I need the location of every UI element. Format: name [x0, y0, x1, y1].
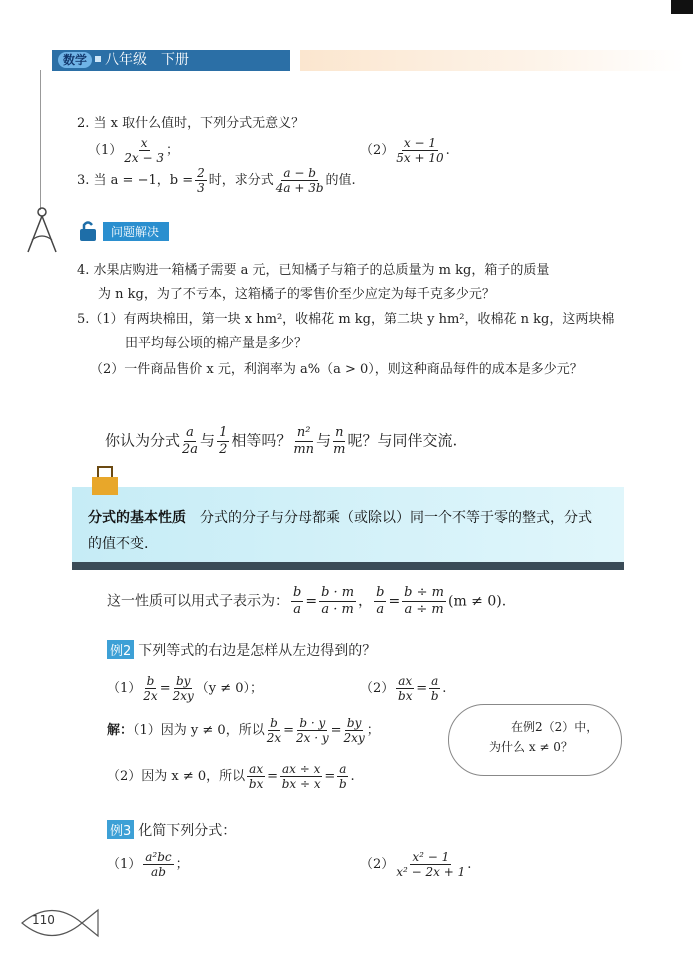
fraction: $\frac{a}{b}$ — [430, 674, 439, 703]
page-number: 110 — [32, 913, 55, 927]
formula-line: 这一性质可以用式子表示为： $\frac{b}{a}$ = $\frac{b \cdot m}{a \cdot m}$ ， $\frac{b}{a}$ = $\frac{b \div m}{a \div m}$ (m ≠ 0). — [107, 585, 507, 617]
fraction: $\frac{b}{2x}$ — [266, 716, 282, 745]
fraction: $\frac{\text{a²bc}}{ab}$ — [145, 850, 172, 879]
fraction: $\frac{a - b}{4a + 3b}$ — [275, 166, 324, 195]
fraction: $\frac{\text{x² − 1}}{\text{x² − 2x + 1}}$ — [396, 850, 466, 879]
q4-line1: 4. 水果店购进一箱橘子需要 a 元，已知橘子与箱子的总质量为 m kg，箱子的质量 — [77, 263, 550, 278]
q4-line2: 为 n kg，为了不亏本，这箱橘子的零售价至少应定为每千克多少元？ — [98, 287, 495, 302]
binder-clip-icon — [88, 463, 122, 497]
fraction: $\frac{by}{2xy}$ — [172, 674, 194, 703]
example2-part2: （2） $\frac{ax}{bx}$ = $\frac{a}{b}$ . — [360, 674, 447, 703]
fraction: $\frac{a}{b}$ — [339, 762, 347, 791]
fraction: $\frac{b}{a}$ — [293, 585, 302, 617]
property-body: 分式的分子与分母都乘（或除以）同一个不等于零的整式，分式的值不变. — [88, 510, 592, 552]
solution2: （2）因为 x ≠ 0，所以 $\frac{ax}{bx}$ = $\frac{ax \div x}{bx \div x}$ = $\frac{a}{b}$ . — [107, 762, 355, 791]
problem-section-heading — [77, 220, 197, 240]
example2-heading: 例2 下列等式的右边是怎样从左边得到的？ — [107, 640, 376, 660]
fraction: $\frac{ax}{bx}$ — [248, 762, 264, 791]
fraction: $\frac{\text{n²}}{mn}$ — [293, 425, 315, 457]
fraction: $\frac{b}{a}$ — [376, 585, 385, 617]
q2-part2: （2） $\frac{x - 1}{5x + 10}$ . — [360, 136, 450, 165]
problem-section-label: 问题解决 — [103, 222, 169, 241]
header-title: 八年级 下册 — [105, 52, 190, 68]
example3-heading: 例3 化简下列分式： — [107, 820, 236, 840]
margin-line — [40, 70, 41, 210]
q5-line3: （2）一件商品售价 x 元，利润率为 a%（a > 0），则这种商品每件的成本是多少元？ — [90, 362, 583, 377]
q2-text: 2. 当 x 取什么值时，下列分式无意义？ — [77, 116, 305, 131]
property-text — [88, 505, 604, 557]
fraction: $\frac{n}{m}$ — [333, 425, 346, 457]
example2-tag: 例2 — [107, 640, 134, 659]
fraction: $\frac{by}{2xy}$ — [343, 716, 365, 745]
example3-part2: （2） $\frac{\text{x² − 1}}{\text{x² − 2x + 1}}$ . — [360, 850, 472, 879]
q2-part1: （1） $\frac{x}{2x - 3}$ ； — [88, 136, 180, 165]
example3-tag: 例3 — [107, 820, 134, 839]
example3-part1: （1） $\frac{\text{a²bc}}{ab}$ ； — [107, 850, 189, 879]
header-square-icon — [95, 56, 101, 62]
cloud-line-1: 在例2（2）中， — [511, 720, 599, 734]
compass-icon — [20, 206, 64, 256]
fraction: $\frac{2}{3}$ — [197, 166, 205, 195]
q5-line1: 5.（1）有两块棉田，第一块 x hm²，收棉花 m kg，第二块 y hm²，收棉花 n kg，这两块棉 — [77, 312, 615, 327]
fraction: $\frac{b}{2x}$ — [143, 674, 158, 703]
fraction: $\frac{b \cdot m}{a \cdot m}$ — [321, 585, 355, 617]
subject-badge: 数学 — [58, 52, 92, 68]
q3: 3. 当 a = −1，b = $\frac{2}{3}$ 时，求分式 $\frac{a - b}{4a + 3b}$ 的值. — [77, 166, 356, 195]
page-header — [52, 50, 290, 71]
example2-part1: （1） $\frac{b}{2x}$ = $\frac{by}{2xy}$ （y ≠ 0）； — [107, 674, 264, 703]
fraction: $\frac{b \div m}{a \div m}$ — [404, 585, 444, 617]
property-box — [72, 487, 624, 570]
q2-part2-label: （2） — [360, 143, 395, 158]
header-strip — [300, 50, 685, 71]
fraction: $\frac{b \cdot y}{2x \cdot y}$ — [296, 716, 329, 745]
lock-icon — [77, 220, 103, 242]
fish-icon — [12, 898, 102, 948]
q2-part1-label: （1） — [88, 143, 123, 158]
fraction: $\frac{x - 1}{5x + 10}$ — [396, 136, 444, 165]
q5-line2: 田平均每公顷的棉产量是多少？ — [125, 336, 308, 351]
fraction: $\frac{ax \div x}{bx \div x}$ — [281, 762, 321, 791]
property-title: 分式的基本性质 — [88, 510, 186, 526]
corner-tab — [671, 0, 693, 14]
fraction: $\frac{1}{2}$ — [219, 425, 228, 457]
fraction: $\frac{ax}{bx}$ — [398, 674, 413, 703]
fraction: $\frac{x}{2x - 3}$ — [124, 136, 165, 165]
discussion: 你认为分式 $\frac{a}{2a}$ 与 $\frac{1}{2}$ 相等吗？ $\frac{\text{n²}}{mn}$ 与 $\frac{n}{m}$ 呢？与同伴交流. — [105, 425, 458, 457]
fraction: $\frac{a}{2a}$ — [182, 425, 199, 457]
solution1: 解：（1）因为 y ≠ 0，所以 $\frac{b}{2x}$ = $\frac{b \cdot y}{2x \cdot y}$ = $\frac{by}{2xy}$ ； — [107, 716, 380, 745]
cloud-line-2: 为什么 x ≠ 0？ — [489, 740, 573, 754]
thought-cloud — [448, 704, 622, 776]
